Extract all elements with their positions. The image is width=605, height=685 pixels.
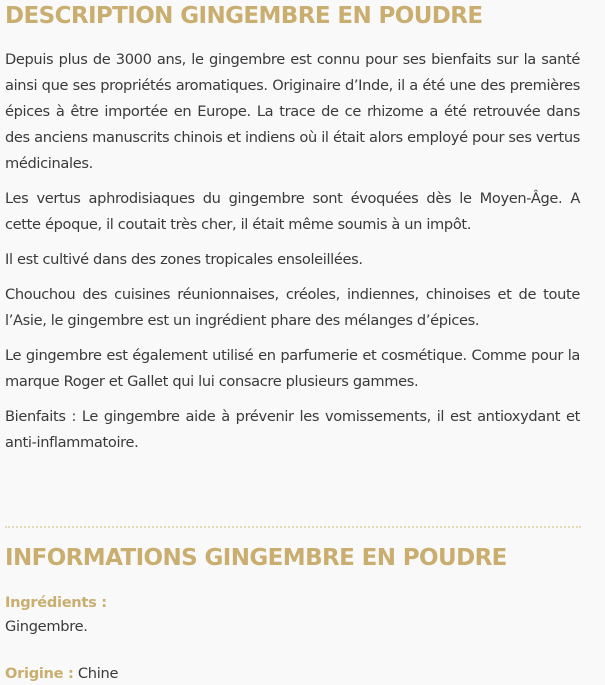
ingredients-value: Gingembre.: [5, 618, 88, 635]
description-paragraph: Les vertus aphrodisiaques du gingembre sont évoquées dès le Moyen-Âge. A cette époque, il coutait très cher, il était même soumis à un impôt.: [5, 190, 580, 233]
origin-label: Origine :: [5, 665, 74, 682]
information-heading: INFORMATIONS GINGEMBRE EN POUDRE: [5, 545, 507, 571]
description-heading: DESCRIPTION GINGEMBRE EN POUDRE: [5, 3, 483, 29]
origin-value: Chine: [77, 665, 119, 682]
description-paragraph: Il est cultivé dans des zones tropicales ensoleillées.: [5, 251, 363, 268]
ingredients-label: Ingrédients :: [5, 594, 107, 611]
description-paragraph: Chouchou des cuisines réunionnaises, créoles, indiennes, chinoises et de toute l’Asie, le gingembre est un ingrédient phare des mélanges d’épices.: [5, 286, 580, 329]
ingredients-info: [5, 591, 107, 639]
description-paragraph: Bienfaits : Le gingembre aide à prévenir les vomissements, il est antioxydant et anti-inflammatoire.: [5, 408, 580, 451]
description-body: [5, 47, 580, 465]
description-paragraph: Depuis plus de 3000 ans, le gingembre est connu pour ses bienfaits sur la santé ainsi que ses propriétés aromatiques. Originaire d’Inde, il a été une des premières épices à être importée en Europe. La trace de ce rhizome a été retrouvée dans des anciens manuscrits chinois et indiens où il était alors employé pour ses vertus médicinales.: [5, 51, 580, 172]
origin-info: [5, 662, 118, 685]
description-paragraph: Le gingembre est également utilisé en parfumerie et cosmétique. Comme pour la marque Roger et Gallet qui lui consacre plusieurs gammes.: [5, 347, 580, 390]
section-divider: [5, 526, 581, 528]
